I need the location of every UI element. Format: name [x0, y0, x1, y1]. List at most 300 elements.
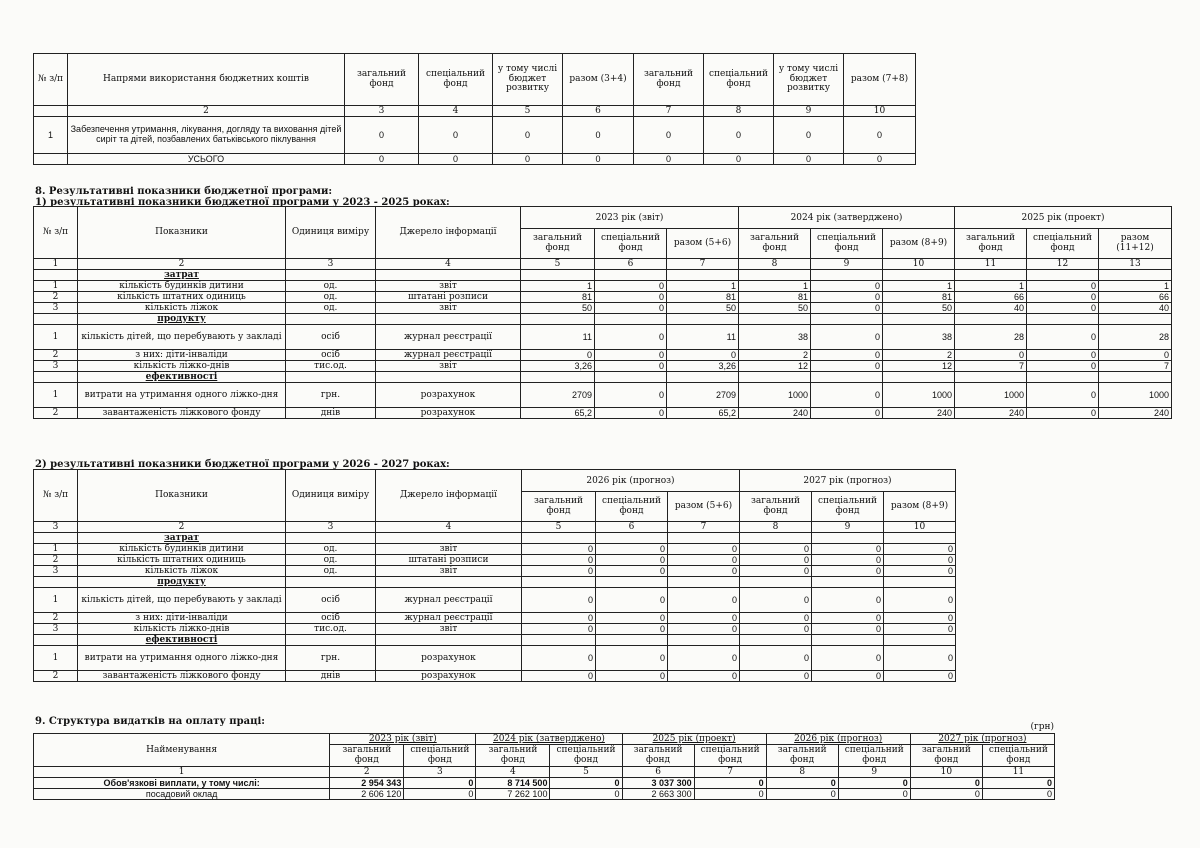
- table-cell: 1000: [955, 383, 1027, 408]
- table-cell: 0: [811, 292, 883, 303]
- fund-header: загальний фонд: [522, 492, 596, 522]
- table-row: [34, 325, 1172, 350]
- table-cell: 12: [739, 361, 811, 372]
- year-header: 2026 рік (прогноз): [766, 734, 910, 745]
- table-cell: посадовий оклад: [34, 789, 330, 800]
- table-cell: штатані розписи: [376, 555, 522, 566]
- table-cell: 0: [668, 646, 740, 671]
- table-cell: 0: [1027, 281, 1099, 292]
- table-cell: 240: [955, 408, 1027, 419]
- table-cell: осіб: [286, 588, 376, 613]
- column-number: 10: [883, 259, 955, 270]
- total-cell: 0: [704, 154, 774, 165]
- table-cell: 0: [522, 646, 596, 671]
- table-row: [34, 566, 956, 577]
- table-cell: 0: [1027, 361, 1099, 372]
- fund-header: спеціальний фонд: [838, 745, 910, 767]
- total-cell: 0: [563, 154, 634, 165]
- section-9-title: 9. Структура видатків на оплату праці:: [35, 716, 265, 727]
- table-row: [34, 778, 1055, 789]
- table-cell: 0: [1027, 303, 1099, 314]
- column-number: 2: [78, 259, 286, 270]
- table-cell: 0: [596, 624, 668, 635]
- table-cell: од.: [286, 303, 376, 314]
- column-number: 9: [838, 767, 910, 778]
- table-cell: 40: [955, 303, 1027, 314]
- table-cell: 0: [522, 544, 596, 555]
- column-number: 7: [634, 106, 704, 117]
- table-cell: 0: [493, 117, 563, 154]
- table-cell: кількість ліжко-днів: [78, 361, 286, 372]
- group-row: [34, 270, 1172, 281]
- table-cell: 240: [883, 408, 955, 419]
- table-cell: 50: [667, 303, 739, 314]
- table-cell: 0: [704, 117, 774, 154]
- table-cell: 0: [884, 544, 956, 555]
- source-header: Джерело інформації: [376, 470, 522, 522]
- table-row: [34, 544, 956, 555]
- table-cell: 0: [884, 566, 956, 577]
- fund-header: спеціальний фонд: [982, 745, 1054, 767]
- group-title: ефективності: [78, 372, 286, 383]
- table-cell: 2: [883, 350, 955, 361]
- table-cell: 0: [668, 671, 740, 682]
- year-header: 2025 рік (проект): [622, 734, 766, 745]
- total-cell: 0: [844, 154, 916, 165]
- table-cell: 0: [740, 646, 812, 671]
- table-cell: кількість ліжок: [78, 566, 286, 577]
- table-cell: звіт: [376, 624, 522, 635]
- table-cell: 0: [812, 646, 884, 671]
- table-cell: 0: [982, 789, 1054, 800]
- table-cell: 8 714 500: [476, 778, 550, 789]
- table-cell: 1: [739, 281, 811, 292]
- table-row: [34, 613, 956, 624]
- column-number: 2: [330, 767, 404, 778]
- table-row: [34, 624, 956, 635]
- table-cell: кількість ліжко-днів: [78, 624, 286, 635]
- table-cell: 0: [812, 613, 884, 624]
- table-cell: 2: [34, 350, 78, 361]
- column-number: 9: [812, 522, 884, 533]
- table-cell: 2: [34, 613, 78, 624]
- column-number: 5: [522, 522, 596, 533]
- table-cell: витрати на утримання одного ліжко-дня: [78, 383, 286, 408]
- table-cell: 11: [667, 325, 739, 350]
- table-cell: журнал реєстрації: [376, 613, 522, 624]
- table-cell: тис.од.: [286, 624, 376, 635]
- fund-header: спеціальний фонд: [596, 492, 668, 522]
- table-cell: 0: [740, 613, 812, 624]
- table-cell: 81: [521, 292, 595, 303]
- subsection-2-title: 2) результативні показники бюджетної програми у 2026 - 2027 роках:: [35, 459, 450, 470]
- group-row: [34, 533, 956, 544]
- num-header: № з/п: [34, 207, 78, 259]
- table-cell: 0: [812, 588, 884, 613]
- table-cell: 65,2: [667, 408, 739, 419]
- table-cell: 0: [812, 624, 884, 635]
- table-cell: 1000: [883, 383, 955, 408]
- fund-header: спеціальний фонд: [694, 745, 766, 767]
- table-cell: 0: [1027, 325, 1099, 350]
- table-cell: 81: [739, 292, 811, 303]
- table-cell: 0: [1027, 408, 1099, 419]
- table-header: Напрями використання бюджетних коштів: [68, 54, 345, 106]
- table-cell: 0: [596, 588, 668, 613]
- table-cell: 0: [1027, 292, 1099, 303]
- table-cell: 2: [34, 408, 78, 419]
- table-cell: 1: [34, 588, 78, 613]
- group-title: затрат: [78, 533, 286, 544]
- table-cell: 2 954 343: [330, 778, 404, 789]
- fund-header: загальний фонд: [476, 745, 550, 767]
- table-cell: розрахунок: [376, 408, 521, 419]
- table-cell: 1: [521, 281, 595, 292]
- column-number: 2: [68, 106, 345, 117]
- fund-header: загальний фонд: [330, 745, 404, 767]
- table-row: [34, 303, 1172, 314]
- table-header: у тому числі бюджет розвитку: [774, 54, 844, 106]
- table-cell: 2: [739, 350, 811, 361]
- table-cell: журнал реєстрації: [376, 588, 522, 613]
- table-cell: 7 262 100: [476, 789, 550, 800]
- column-number: 4: [476, 767, 550, 778]
- table-cell: 1: [34, 117, 68, 154]
- table-cell: 0: [884, 624, 956, 635]
- table-cell: розрахунок: [376, 383, 521, 408]
- table-cell: 0: [740, 566, 812, 577]
- table-cell: 1: [955, 281, 1027, 292]
- column-number: 10: [910, 767, 982, 778]
- table-cell: кількість ліжок: [78, 303, 286, 314]
- year-header: 2027 рік (прогноз): [740, 470, 956, 492]
- table-cell: днів: [286, 671, 376, 682]
- table-cell: 38: [883, 325, 955, 350]
- group-title: затрат: [78, 270, 286, 281]
- currency-unit: (грн): [1030, 722, 1054, 732]
- column-number: 5: [550, 767, 622, 778]
- column-number: 6: [622, 767, 694, 778]
- column-number: 11: [955, 259, 1027, 270]
- column-number: 3: [345, 106, 419, 117]
- table-cell: 0: [910, 789, 982, 800]
- fund-header: загальний фонд: [622, 745, 694, 767]
- table-cell: 0: [812, 555, 884, 566]
- table-cell: 0: [596, 646, 668, 671]
- table-cell: од.: [286, 281, 376, 292]
- table-cell: 2709: [521, 383, 595, 408]
- fund-header: спеціальний фонд: [812, 492, 884, 522]
- table-cell: 0: [811, 361, 883, 372]
- table-cell: 0: [404, 778, 476, 789]
- table-cell: кількість штатних одиниць: [78, 555, 286, 566]
- table-cell: 66: [1099, 292, 1172, 303]
- table-cell: 28: [955, 325, 1027, 350]
- table-cell: 40: [1099, 303, 1172, 314]
- table-cell: кількість будинків дитини: [78, 544, 286, 555]
- fund-header: загальний фонд: [740, 492, 812, 522]
- table-cell: 0: [667, 350, 739, 361]
- performance-indicators-2026-2027: [33, 469, 956, 682]
- table-cell: штатані розписи: [376, 292, 521, 303]
- total-cell: 0: [634, 154, 704, 165]
- table-row: [34, 671, 956, 682]
- table-cell: 0: [522, 588, 596, 613]
- total-cell: 0: [419, 154, 493, 165]
- table-cell: 2709: [667, 383, 739, 408]
- budget-directions-table: [33, 53, 916, 165]
- table-cell: од.: [286, 555, 376, 566]
- group-title: продукту: [78, 577, 286, 588]
- group-title: продукту: [78, 314, 286, 325]
- group-row: [34, 372, 1172, 383]
- fund-header: спеціальний фонд: [595, 229, 667, 259]
- column-number: 1: [34, 259, 78, 270]
- table-cell: звіт: [376, 544, 522, 555]
- table-cell: 0: [550, 789, 622, 800]
- table-cell: 0: [595, 292, 667, 303]
- table-cell: 50: [739, 303, 811, 314]
- fund-header: разом (5+6): [668, 492, 740, 522]
- fund-header: разом (8+9): [884, 492, 956, 522]
- table-cell: 0: [596, 613, 668, 624]
- table-cell: 0: [694, 778, 766, 789]
- table-cell: 0: [668, 555, 740, 566]
- table-cell: 0: [596, 555, 668, 566]
- table-cell: од.: [286, 566, 376, 577]
- year-header: 2026 рік (прогноз): [522, 470, 740, 492]
- section-8-title: 8. Результативні показники бюджетної програми:: [35, 186, 333, 197]
- column-number: 8: [766, 767, 838, 778]
- table-header: разом (3+4): [563, 54, 634, 106]
- table-cell: 0: [740, 588, 812, 613]
- table-cell: 0: [811, 325, 883, 350]
- table-cell: 0: [766, 789, 838, 800]
- table-cell: 1: [34, 383, 78, 408]
- fund-header: загальний фонд: [739, 229, 811, 259]
- total-cell: 0: [774, 154, 844, 165]
- column-number: 6: [596, 522, 668, 533]
- table-cell: з них: діти-інваліди: [78, 350, 286, 361]
- table-cell: 0: [884, 613, 956, 624]
- table-row: [34, 281, 1172, 292]
- table-cell: 1000: [1099, 383, 1172, 408]
- table-cell: завантаженість ліжкового фонду: [78, 671, 286, 682]
- column-number: 8: [704, 106, 774, 117]
- column-number: 8: [739, 259, 811, 270]
- table-cell: 0: [596, 671, 668, 682]
- table-cell: 0: [811, 408, 883, 419]
- fund-header: разом (8+9): [883, 229, 955, 259]
- source-header: Джерело інформації: [376, 207, 521, 259]
- table-row: [34, 408, 1172, 419]
- table-header: № з/п: [34, 54, 68, 106]
- table-cell: журнал реєстрації: [376, 350, 521, 361]
- table-cell: 0: [668, 544, 740, 555]
- table-header: загальний фонд: [345, 54, 419, 106]
- table-cell: 3: [34, 361, 78, 372]
- table-cell: 1: [1099, 281, 1172, 292]
- total-cell: 0: [345, 154, 419, 165]
- table-cell: осіб: [286, 350, 376, 361]
- table-cell: 2: [34, 292, 78, 303]
- table-cell: од.: [286, 544, 376, 555]
- table-cell: 0: [740, 671, 812, 682]
- table-cell: 1000: [739, 383, 811, 408]
- indicator-header: Показники: [78, 470, 286, 522]
- table-cell: 0: [740, 544, 812, 555]
- table-cell: 0: [596, 544, 668, 555]
- table-cell: 50: [521, 303, 595, 314]
- group-row: [34, 635, 956, 646]
- table-cell: 0: [884, 646, 956, 671]
- table-cell: 81: [883, 292, 955, 303]
- year-header: 2025 рік (проект): [955, 207, 1172, 229]
- table-row: [34, 361, 1172, 372]
- table-cell: Забезпечення утримання, лікування, догляду та виховання дітей сиріт та дітей, позбавлених батьківського піклування: [68, 117, 345, 154]
- table-cell: 2: [34, 671, 78, 682]
- table-header: спеціальний фонд: [704, 54, 774, 106]
- column-number: 6: [563, 106, 634, 117]
- table-cell: 81: [667, 292, 739, 303]
- table-cell: витрати на утримання одного ліжко-дня: [78, 646, 286, 671]
- table-cell: 0: [812, 566, 884, 577]
- table-cell: завантаженість ліжкового фонду: [78, 408, 286, 419]
- table-row: [34, 789, 1055, 800]
- table-cell: 0: [595, 303, 667, 314]
- group-row: [34, 577, 956, 588]
- year-header: 2027 рік (прогноз): [910, 734, 1054, 745]
- table-cell: грн.: [286, 383, 376, 408]
- table-cell: 0: [811, 281, 883, 292]
- table-cell: 0: [522, 555, 596, 566]
- table-cell: 0: [694, 789, 766, 800]
- table-cell: кількість дітей, що перебувають у закладі: [78, 588, 286, 613]
- column-number: 9: [811, 259, 883, 270]
- table-cell: звіт: [376, 566, 522, 577]
- table-cell: 0: [668, 588, 740, 613]
- table-cell: 0: [812, 671, 884, 682]
- table-cell: 65,2: [521, 408, 595, 419]
- table-cell: 0: [522, 624, 596, 635]
- table-cell: 0: [522, 566, 596, 577]
- fund-header: загальний фонд: [955, 229, 1027, 259]
- column-number: 9: [774, 106, 844, 117]
- column-number: 13: [1099, 259, 1172, 270]
- fund-header: спеціальний фонд: [550, 745, 622, 767]
- fund-header: разом (11+12): [1099, 229, 1172, 259]
- table-cell: 0: [550, 778, 622, 789]
- column-number: 6: [595, 259, 667, 270]
- table-row: [34, 383, 1172, 408]
- column-number: 4: [376, 522, 522, 533]
- column-number: [34, 106, 68, 117]
- fund-header: загальний фонд: [521, 229, 595, 259]
- table-cell: 0: [838, 778, 910, 789]
- table-cell: 0: [811, 350, 883, 361]
- table-cell: 66: [955, 292, 1027, 303]
- column-number: 7: [694, 767, 766, 778]
- table-cell: 0: [595, 325, 667, 350]
- table-header: загальний фонд: [634, 54, 704, 106]
- fund-header: загальний фонд: [910, 745, 982, 767]
- table-cell: 3,26: [667, 361, 739, 372]
- table-cell: звіт: [376, 361, 521, 372]
- column-number: 3: [404, 767, 476, 778]
- table-cell: 0: [634, 117, 704, 154]
- performance-indicators-2023-2025: [33, 206, 1172, 419]
- table-cell: 0: [884, 555, 956, 566]
- table-header: у тому числі бюджет розвитку: [493, 54, 563, 106]
- table-cell: 0: [766, 778, 838, 789]
- table-header: разом (7+8): [844, 54, 916, 106]
- unit-header: Одиниця виміру: [286, 207, 376, 259]
- column-number: 7: [668, 522, 740, 533]
- table-cell: 0: [595, 408, 667, 419]
- total-cell: 0: [493, 154, 563, 165]
- table-row: [34, 350, 1172, 361]
- column-number: 4: [419, 106, 493, 117]
- year-header: 2023 рік (звіт): [330, 734, 476, 745]
- table-cell: 38: [739, 325, 811, 350]
- total-cell: УСЬОГО: [68, 154, 345, 165]
- table-cell: тис.од.: [286, 361, 376, 372]
- table-cell: 0: [522, 613, 596, 624]
- column-number: 10: [844, 106, 916, 117]
- table-cell: 3 037 300: [622, 778, 694, 789]
- table-cell: 50: [883, 303, 955, 314]
- table-cell: 0: [740, 624, 812, 635]
- table-cell: з них: діти-інваліди: [78, 613, 286, 624]
- fund-header: спеціальний фонд: [811, 229, 883, 259]
- table-cell: 1: [34, 325, 78, 350]
- table-cell: 0: [419, 117, 493, 154]
- table-cell: осіб: [286, 325, 376, 350]
- fund-header: разом (5+6): [667, 229, 739, 259]
- table-header: спеціальний фонд: [419, 54, 493, 106]
- table-cell: розрахунок: [376, 646, 522, 671]
- table-cell: 0: [522, 671, 596, 682]
- table-cell: Обов'язкові виплати, у тому числі:: [34, 778, 330, 789]
- column-number: 5: [521, 259, 595, 270]
- table-cell: 11: [521, 325, 595, 350]
- table-cell: 0: [1099, 350, 1172, 361]
- table-cell: 0: [563, 117, 634, 154]
- num-header: № з/п: [34, 470, 78, 522]
- table-cell: 240: [1099, 408, 1172, 419]
- name-header: Найменування: [34, 734, 330, 767]
- table-cell: 0: [521, 350, 595, 361]
- fund-header: спеціальний фонд: [1027, 229, 1099, 259]
- year-header: 2023 рік (звіт): [521, 207, 739, 229]
- table-cell: 0: [1027, 383, 1099, 408]
- table-cell: 0: [1027, 350, 1099, 361]
- table-cell: 0: [844, 117, 916, 154]
- table-cell: 1: [34, 646, 78, 671]
- table-cell: 240: [739, 408, 811, 419]
- column-number: 2: [78, 522, 286, 533]
- group-title: ефективності: [78, 635, 286, 646]
- column-number: 4: [376, 259, 521, 270]
- table-cell: 2 606 120: [330, 789, 404, 800]
- table-cell: 0: [774, 117, 844, 154]
- table-cell: 0: [884, 671, 956, 682]
- table-cell: 3: [34, 624, 78, 635]
- table-cell: 0: [668, 613, 740, 624]
- table-cell: 2 663 300: [622, 789, 694, 800]
- table-cell: 0: [982, 778, 1054, 789]
- table-cell: 0: [838, 789, 910, 800]
